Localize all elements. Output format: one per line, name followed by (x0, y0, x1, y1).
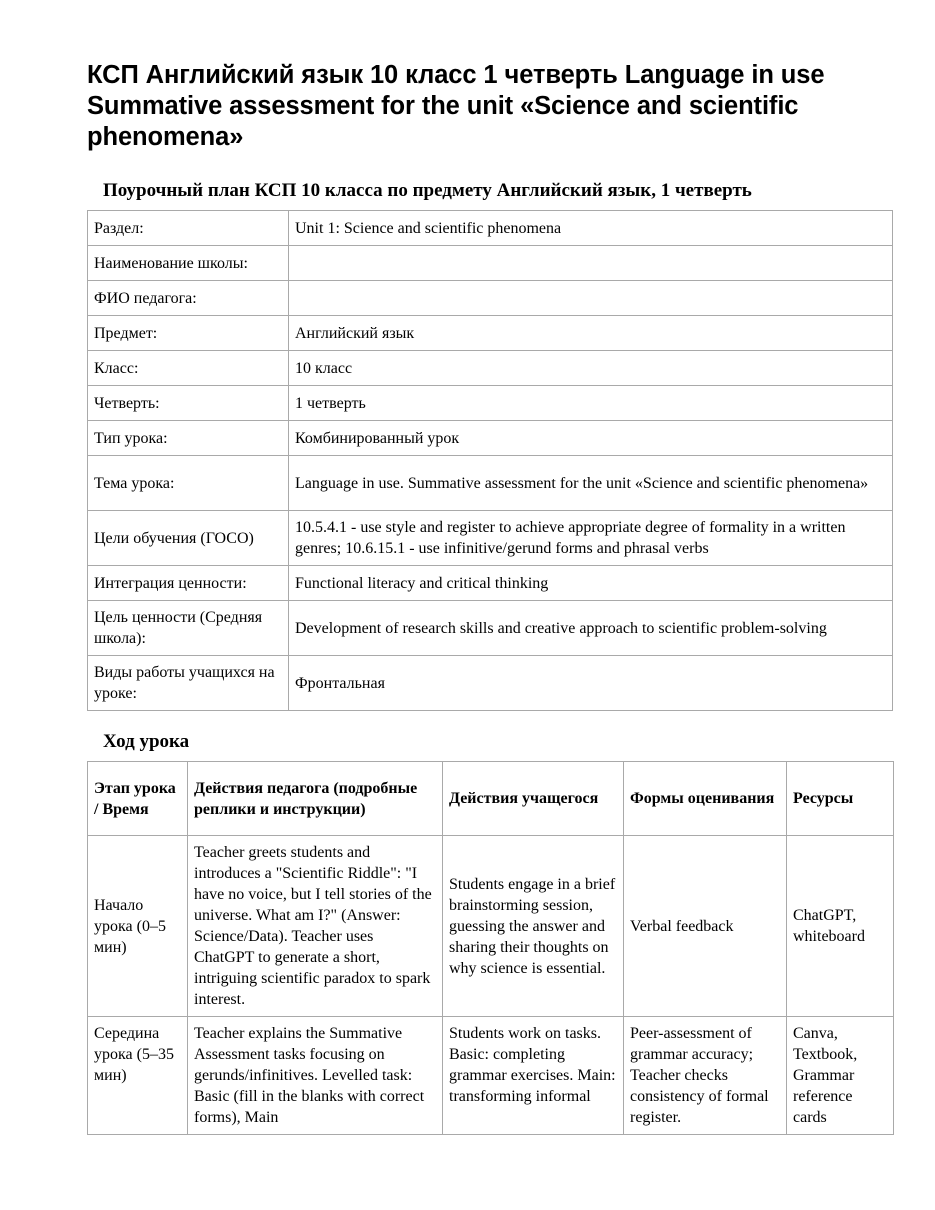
info-value: Комбинированный урок (289, 421, 893, 456)
info-value: Фронтальная (289, 656, 893, 711)
info-label: Класс: (88, 351, 289, 386)
info-row-grade (88, 351, 893, 386)
info-label: Наименование школы: (88, 246, 289, 281)
info-row-lesson-type (88, 421, 893, 456)
info-row-subject (88, 316, 893, 351)
lesson-progress-table (87, 761, 894, 1135)
info-value: Language in use. Summative assessment for the unit «Science and scientific phenomena» (289, 456, 893, 511)
info-label: Цели обучения (ГОСО) (88, 511, 289, 566)
info-value: 10.5.4.1 - use style and register to achieve appropriate degree of formality in a written genres; 10.6.15.1 - use infinitive/gerund forms and phrasal verbs (289, 511, 893, 566)
cell-student: Students work on tasks. Basic: completing grammar exercises. Main: transforming informal (443, 1017, 624, 1135)
info-label: Виды работы учащихся на уроке: (88, 656, 289, 711)
info-value (289, 246, 893, 281)
lesson-info-table (87, 210, 893, 711)
cell-assessment: Verbal feedback (624, 836, 787, 1017)
header-resources: Ресурсы (787, 762, 894, 836)
info-label: Тип урока: (88, 421, 289, 456)
info-label: Предмет: (88, 316, 289, 351)
info-row-school (88, 246, 893, 281)
progress-header-row (88, 762, 894, 836)
lesson-plan-heading: Поурочный план КСП 10 класса по предмету Английский язык, 1 четверть (103, 180, 752, 201)
header-assessment: Формы оценивания (624, 762, 787, 836)
header-teacher-actions: Действия педагога (подробные реплики и инструкции) (188, 762, 443, 836)
cell-resources: ChatGPT, whiteboard (787, 836, 894, 1017)
info-value: Functional literacy and critical thinking (289, 566, 893, 601)
progress-row-middle (88, 1017, 894, 1135)
info-label: Интеграция ценности: (88, 566, 289, 601)
info-row-teacher (88, 281, 893, 316)
cell-stage: Середина урока (5–35 мин) (88, 1017, 188, 1135)
info-row-work-types (88, 656, 893, 711)
info-value (289, 281, 893, 316)
info-label: ФИО педагога: (88, 281, 289, 316)
info-row-quarter (88, 386, 893, 421)
info-row-section (88, 211, 893, 246)
info-value: 1 четверть (289, 386, 893, 421)
cell-teacher: Teacher explains the Summative Assessment tasks focusing on gerunds/infinitives. Levelled task: Basic (fill in the blanks with correct forms), Main (188, 1017, 443, 1135)
info-row-value-integration (88, 566, 893, 601)
info-row-value-goal (88, 601, 893, 656)
cell-teacher: Teacher greets students and introduces a "Scientific Riddle": "I have no voice, but I tell stories of the universe. What am I?" (Answer: Science/Data). Teacher uses ChatGPT to generate a short, intriguing scientific paradox to spark interest. (188, 836, 443, 1017)
info-value: 10 класс (289, 351, 893, 386)
info-value: Unit 1: Science and scientific phenomena (289, 211, 893, 246)
document-title: КСП Английский язык 10 класс 1 четверть Language in use Summative assessment for the unit «Science and scientific phenomena» (87, 61, 825, 151)
progress-row-start (88, 836, 894, 1017)
cell-student: Students engage in a brief brainstorming session, guessing the answer and sharing their thoughts on why science is essential. (443, 836, 624, 1017)
info-label: Раздел: (88, 211, 289, 246)
cell-stage: Начало урока (0–5 мин) (88, 836, 188, 1017)
info-label: Тема урока: (88, 456, 289, 511)
header-student-actions: Действия учащегося (443, 762, 624, 836)
info-value: Development of research skills and creative approach to scientific problem-solving (289, 601, 893, 656)
cell-resources: Canva, Textbook, Grammar reference cards (787, 1017, 894, 1135)
cell-assessment: Peer-assessment of grammar accuracy; Teacher checks consistency of formal register. (624, 1017, 787, 1135)
header-stage: Этап урока / Время (88, 762, 188, 836)
info-label: Цель ценности (Средняя школа): (88, 601, 289, 656)
info-row-learning-goals (88, 511, 893, 566)
lesson-progress-heading: Ход урока (103, 731, 190, 752)
info-label: Четверть: (88, 386, 289, 421)
info-row-lesson-topic (88, 456, 893, 511)
info-value: Английский язык (289, 316, 893, 351)
